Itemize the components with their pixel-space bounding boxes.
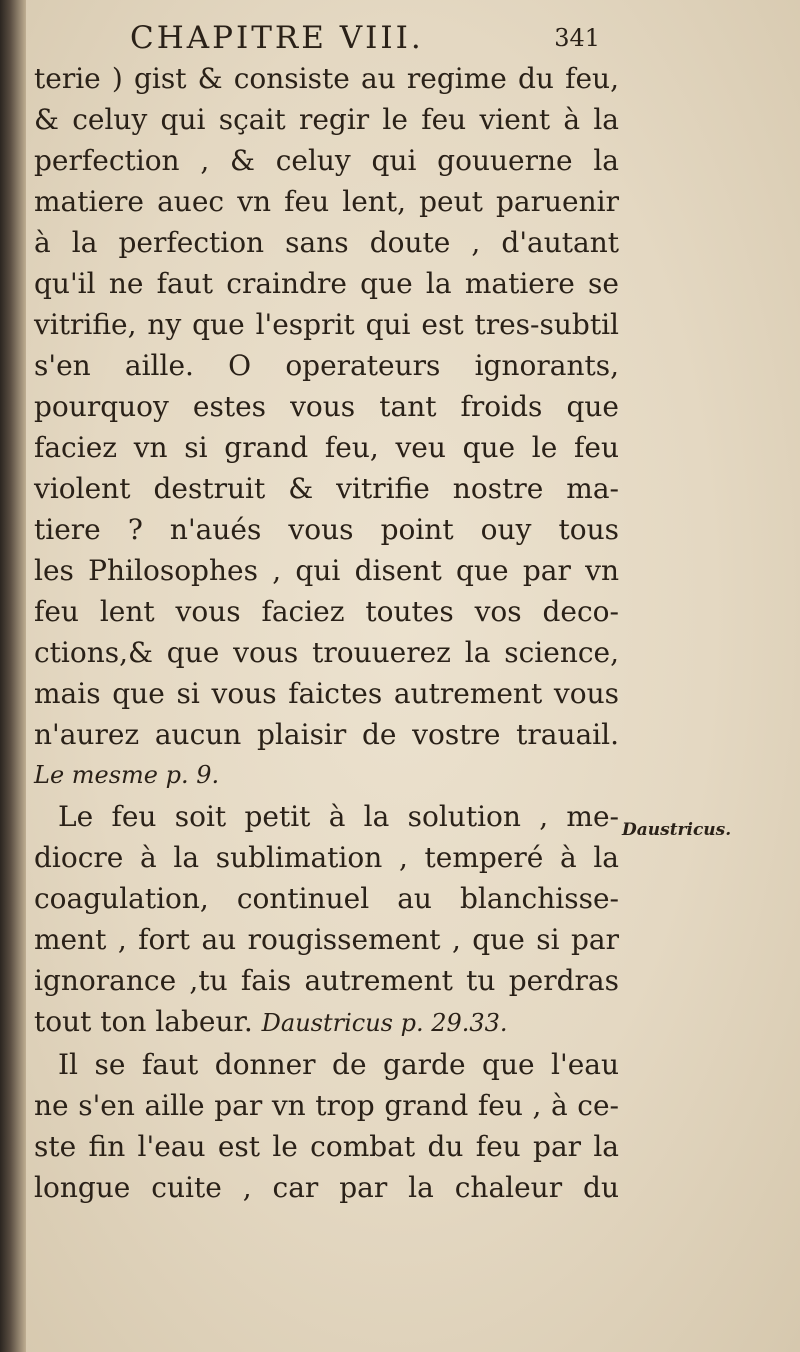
text-line: longue cuite , car par la chaleur du [34,1171,619,1204]
text-line: les Philosophes , qui disent que par vn [34,554,619,587]
text-line: terie ) gist & consiste au regime du feu, [34,62,619,95]
text-line: s'en aille. O operateurs ignorants, [34,349,619,382]
text-line: Le feu soit petit à la solution , me- [58,800,619,833]
text-line: n'aurez aucun plaisir de vostre trauail. [34,718,619,751]
text-line: & celuy qui sçait regir le feu vient à la [34,103,619,136]
text-line: faciez vn si grand feu, veu que le feu [34,431,619,464]
text-line-with-reference [34,1001,619,1044]
text-line: ctions,& que vous trouuerez la science, [34,636,619,669]
text-line: tout ton labeur. [34,1005,253,1038]
running-head [120,20,600,60]
text-line: violent destruit & vitrifie nostre ma- [34,472,619,505]
text-line: ne s'en aille par vn trop grand feu , à ce- [34,1089,619,1122]
text-line: mais que si vous faictes autrement vous [34,677,619,710]
text-line: qu'il ne faut craindre que la matiere se [34,267,619,300]
text-line: pourquoy estes vous tant froids que [34,390,619,423]
page-number: 341 [554,24,600,52]
text-line: diocre à la sublimation , temperé à la [34,841,619,874]
text-line: ment , fort au rougissement , que si par [34,923,619,956]
source-reference: Daustricus p. 29.33. [261,1009,508,1037]
text-line: matiere auec vn feu lent, peut paruenir [34,185,619,218]
text-line: vitrifie, ny que l'esprit qui est tres-subtil [34,308,619,341]
text-line: feu lent vous faciez toutes vos deco- [34,595,619,628]
source-reference: Le mesme p. 9. [34,761,220,789]
text-line: à la perfection sans doute , d'autant [34,226,619,259]
text-line: tiere ? n'aués vous point ouy tous [34,513,619,546]
body-text [34,58,619,1208]
text-line: ste fin l'eau est le combat du feu par la [34,1130,619,1163]
text-line: coagulation, continuel au blanchisse- [34,882,619,915]
binding-gutter [0,0,26,1352]
text-line: perfection , & celuy qui gouuerne la [34,144,619,177]
text-line: ignorance ,tu fais autrement tu perdras [34,964,619,997]
text-line: Il se faut donner de garde que l'eau [58,1048,619,1081]
margin-note: Daustricus. [622,820,732,840]
chapter-heading: CHAPITRE VIII. [130,20,424,56]
